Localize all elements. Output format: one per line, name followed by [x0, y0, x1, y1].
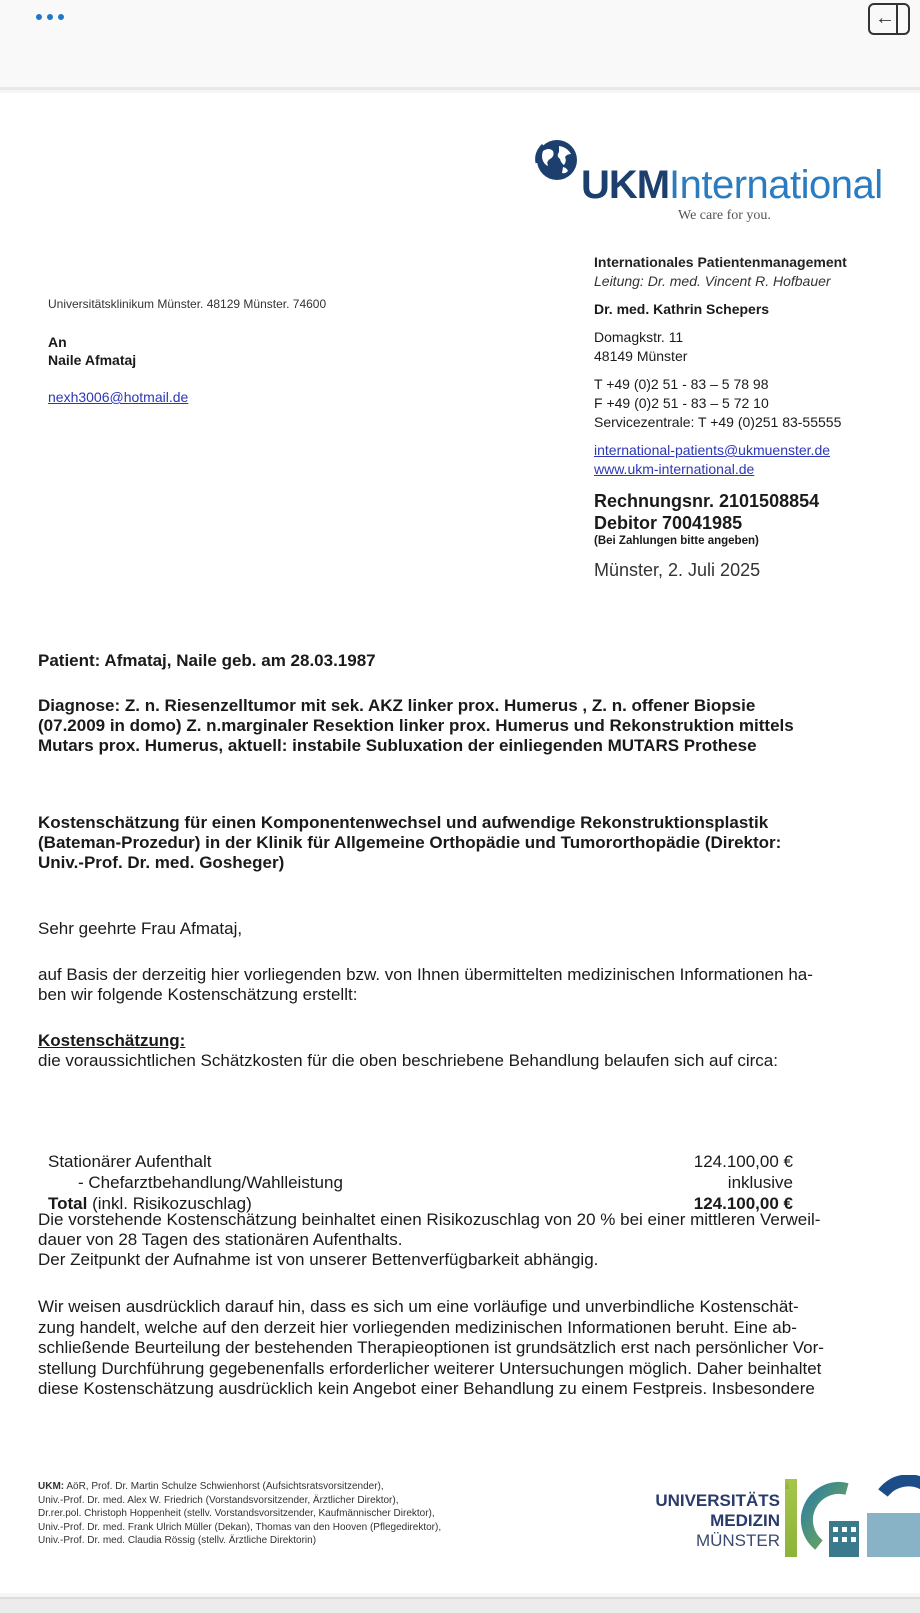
disclaimer-line: zung handelt, welche auf den derzeit hier vorliegenden medizinischen Informationen beruht. Eine ab-	[38, 1317, 797, 1337]
street: Domagkstr. 11	[594, 329, 684, 345]
diagnosis-line: (07.2009 in domo) Z. n.marginaler Resektion linker prox. Humerus und Rekonstruktion mittels	[38, 716, 794, 735]
risk-line: Der Zeitpunkt der Aufnahme ist von unserer Bettenverfügbarkeit abhängig.	[38, 1250, 599, 1269]
exit-sidebar-icon[interactable]	[868, 3, 910, 35]
department: Internationales Patientenmanagement	[594, 254, 847, 270]
estimate-intro: die voraussichtlichen Schätzkosten für die oben beschriebene Behandlung belaufen sich auf circa:	[38, 1051, 778, 1070]
recipient-name: Naile Afmataj	[48, 352, 137, 368]
diagnosis	[38, 696, 920, 756]
debtor-number: Debitor 70041985	[594, 513, 743, 533]
brand-tagline: We care for you.	[678, 208, 771, 223]
cost-value: inklusive	[727, 1173, 793, 1192]
cost-label: - Chefarztbehandlung/Wahlleistung	[78, 1173, 343, 1192]
umm-logo-text	[655, 1491, 780, 1551]
brand-ukm: UKM	[581, 163, 670, 207]
cost-total-value: 124.100,00 €	[693, 1194, 793, 1213]
footer-line: Univ.-Prof. Dr. med. Frank Ulrich Müller (Dekan), Thomas van den Hooven (Pflegedirektor),	[38, 1521, 442, 1533]
recipient-email-link[interactable]: nexh3006@hotmail.de	[48, 389, 189, 405]
patient-line: Patient: Afmataj, Naile geb. am 28.03.1987	[38, 651, 376, 670]
risk-paragraph	[38, 1210, 920, 1270]
bottom-edge	[0, 1597, 920, 1613]
subject	[38, 813, 920, 873]
subject-line: Univ.-Prof. Dr. med. Gosheger)	[38, 853, 285, 872]
greeting: Sehr geehrte Frau Afmataj,	[38, 919, 243, 938]
footer-line: Univ.-Prof. Dr. med. Alex W. Friedrich (Vorstandsvorsitzender, Ärztlicher Direktor),	[38, 1494, 399, 1506]
intro-line: ben wir folgende Kostenschätzung erstellt:	[38, 985, 358, 1004]
city: 48149 Münster	[594, 348, 688, 364]
payment-note: (Bei Zahlungen bitte angeben)	[594, 535, 759, 547]
diagnosis-line: Mutars prox. Humerus, aktuell: instabile Subluxation der einliegenden MUTARS Prothese	[38, 736, 757, 755]
estimate-heading: Kostenschätzung:	[38, 1031, 186, 1050]
disclaimer-paragraph	[38, 1297, 920, 1400]
place-date: Münster, 2. Juli 2025	[594, 560, 761, 580]
footer-line: Univ.-Prof. Dr. med. Claudia Rössig (stellv. Ärztliche Direktorin)	[38, 1535, 317, 1546]
email-link[interactable]: international-patients@ukmuenster.de	[594, 442, 831, 458]
cost-value: 124.100,00 €	[693, 1152, 793, 1171]
disclaimer-line: diese Kostenschätzung ausdrücklich kein Angebot einer Behandlung zu einem Festpreis. Insbesondere	[38, 1379, 815, 1398]
brand-international: International	[669, 163, 883, 207]
logo-line: MÜNSTER	[695, 1531, 780, 1550]
footer-ukm-label: UKM:	[38, 1481, 65, 1492]
cost-table	[48, 1151, 793, 1214]
document-page	[0, 93, 920, 1593]
disclaimer-line: schließende Beurteilung der bestehenden Therapieoptionen ist grundsätzlich erst nach persönlicher Vor-	[38, 1338, 824, 1357]
globe-icon	[533, 137, 581, 183]
estimate-section	[38, 1031, 920, 1071]
footer-line-text: AöR, Prof. Dr. Martin Schulze Schwienhorst (Aufsichtsratsvorsitzender),	[64, 1481, 384, 1492]
recipient-address	[48, 333, 136, 369]
department-lead: Leitung: Dr. med. Vincent R. Hofbauer	[594, 273, 831, 289]
divider	[896, 5, 899, 33]
service-phone: Servicezentrale: T +49 (0)251 83-55555	[594, 414, 842, 430]
board-footer	[38, 1480, 441, 1548]
risk-line: Die vorstehende Kostenschätzung beinhaltet einen Risikozuschlag von 20 % bei einer mittleren Verweil-	[38, 1210, 821, 1229]
address	[594, 328, 920, 366]
invoice-number: Rechnungsnr. 2101508854	[594, 491, 820, 511]
more-dots-icon[interactable]	[36, 14, 64, 20]
footer-line: Dr.rer.pol. Christoph Hoppenheit (stellv. Vorstandsvorsitzender, Kaufmännischer Direktor),	[38, 1508, 435, 1519]
cost-row	[48, 1151, 793, 1172]
website-link[interactable]: www.ukm-international.de	[594, 461, 755, 477]
app-toolbar	[0, 0, 920, 90]
subject-line: (Bateman-Prozedur) in der Klinik für Allgemeine Orthopädie und Tumororthopädie (Direktor:	[38, 833, 782, 852]
contact-person: Dr. med. Kathrin Schepers	[594, 301, 770, 317]
ukm-international-logo	[533, 137, 913, 227]
logo-line: UNIVERSITÄTS	[655, 1491, 780, 1510]
arrow-left-icon: ←	[875, 7, 895, 29]
recipient-prefix: An	[48, 334, 67, 350]
phone: T +49 (0)2 51 - 83 – 5 78 98	[594, 376, 769, 392]
logo-line: MEDIZIN	[710, 1511, 780, 1530]
cost-row	[48, 1172, 793, 1193]
return-address: Universitätsklinikum Münster. 48129 Münster. 74600	[48, 297, 327, 311]
footer-line	[38, 1480, 441, 1494]
phone-numbers	[594, 375, 920, 432]
invoice-block	[594, 490, 920, 534]
anniversary-100-icon	[785, 1475, 920, 1563]
total-label-bold: Total	[48, 1194, 88, 1213]
diagnosis-line: Diagnose: Z. n. Riesenzelltumor mit sek. AKZ linker prox. Humerus , Z. n. offener Biopsie	[38, 696, 756, 715]
subject-line: Kostenschätzung für einen Komponentenwechsel und aufwendige Rekonstruktionsplastik	[38, 813, 769, 832]
disclaimer-line: stellung Durchführung gegebenenfalls erforderlicher weiterer Untersuchungen möglich. Daher beinhaltet	[38, 1358, 822, 1378]
universitaetsmedizin-muenster-logo	[645, 1463, 920, 1573]
sender-info-block	[594, 253, 920, 580]
cost-label: Stationärer Aufenthalt	[48, 1152, 212, 1171]
contact-links	[594, 441, 920, 479]
dot	[36, 14, 42, 20]
dot	[47, 14, 53, 20]
intro-line: auf Basis der derzeitig hier vorliegenden bzw. von Ihnen übermittelten medizinischen Informationen ha-	[38, 965, 813, 984]
disclaimer-line: Wir weisen ausdrücklich darauf hin, dass es sich um eine vorläufige und unverbindliche Kostenschät-	[38, 1297, 799, 1316]
intro-paragraph	[38, 965, 920, 1005]
dot	[58, 14, 64, 20]
total-label-rest: (inkl. Risikozuschlag)	[87, 1194, 252, 1213]
risk-line: dauer von 28 Tagen des stationären Aufenthalts.	[38, 1230, 403, 1249]
fax: F +49 (0)2 51 - 83 – 5 72 10	[594, 395, 769, 411]
